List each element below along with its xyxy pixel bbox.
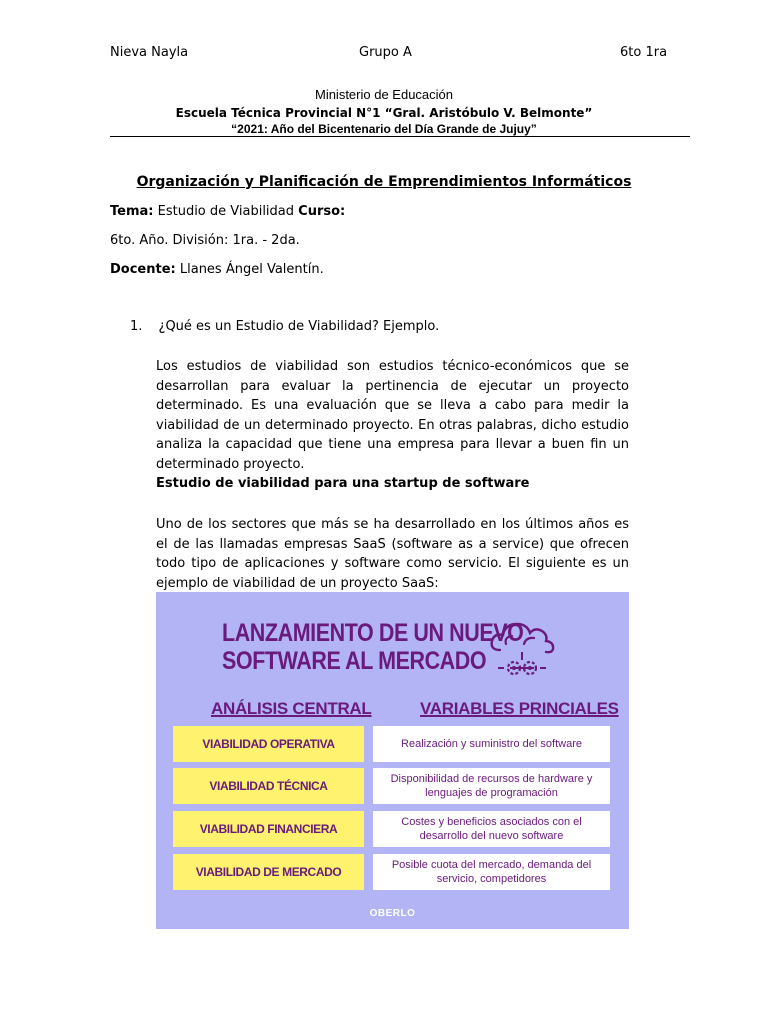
row-description: Realización y suministro del software (373, 726, 610, 762)
question-text: ¿Qué es un Estudio de Viabilidad? Ejemplo. (158, 319, 440, 334)
row-label: VIABILIDAD TÉCNICA (173, 768, 364, 804)
docente-line (110, 262, 324, 277)
row-description: Posible cuota del mercado, demanda del servicio, competidores (373, 854, 610, 890)
tema-value: Estudio de Viabilidad (153, 204, 299, 219)
row-description: Disponibilidad de recursos de hardware y lenguajes de programación (373, 768, 610, 804)
curso-line: 6to. Año. División: 1ra. - 2da. (110, 233, 300, 248)
header-divider (110, 136, 690, 137)
infographic-title (222, 619, 524, 675)
paragraph-definition: Los estudios de viabilidad son estudios técnico-económicos que se desarrollan para evaluar la pertinencia de ejecutar un proyecto determinado. Es una evaluación que se lleva a cabo para medir la viabilidad de un determinado proyecto. En otras palabras, dicho estudio analiza la capacidad que tiene una empresa para llevar a buen fin un determinado proyecto. (156, 359, 629, 472)
header-group: Grupo A (359, 45, 412, 60)
question-number: 1. (130, 319, 143, 334)
docente-value: Llanes Ángel Valentín. (175, 262, 324, 277)
brand-logo: OBERLO (369, 908, 416, 919)
cloud-gears-icon (486, 614, 558, 680)
header-student: Nieva Nayla (110, 45, 189, 60)
row-label: VIABILIDAD OPERATIVA (173, 726, 364, 762)
column-header-left: ANÁLISIS CENTRAL (211, 699, 372, 718)
header-course: 6to 1ra (620, 45, 668, 60)
subheading: Estudio de viabilidad para una startup de software (156, 476, 530, 491)
ministry-line: Ministerio de Educación (314, 87, 454, 102)
row-description: Costes y beneficios asociados con el desarrollo del nuevo software (373, 811, 610, 847)
curso-label: Curso: (298, 204, 346, 219)
column-header-right: VARIABLES PRINCIALES (420, 699, 619, 718)
tema-label: Tema: (110, 204, 154, 219)
question-1 (130, 319, 439, 334)
school-line: Escuela Técnica Provincial N°1 “Gral. Aristóbulo V. Belmonte” (175, 106, 593, 120)
year-motto-line: “2021: Año del Bicentenario del Día Grande de Jujuy” (231, 122, 537, 136)
row-label: VIABILIDAD DE MERCADO (173, 854, 364, 890)
infographic-title-line1: LANZAMIENTO DE UN NUEVO (222, 619, 524, 647)
row-label: VIABILIDAD FINANCIERA (173, 811, 364, 847)
paragraph-saas: Uno de los sectores que más se ha desarrollado en los últimos años es el de las llamadas empresas SaaS (software as a service) que ofrecen todo tipo de aplicaciones y software como servicio. El siguiente es un ejemplo de viabilidad de un proyecto SaaS: (156, 517, 629, 591)
infographic (156, 592, 629, 929)
document-title: Organización y Planificación de Emprendimientos Informáticos (136, 174, 632, 190)
tema-line (110, 204, 345, 219)
infographic-title-line2: SOFTWARE AL MERCADO (222, 647, 487, 675)
docente-label: Docente: (110, 262, 176, 277)
